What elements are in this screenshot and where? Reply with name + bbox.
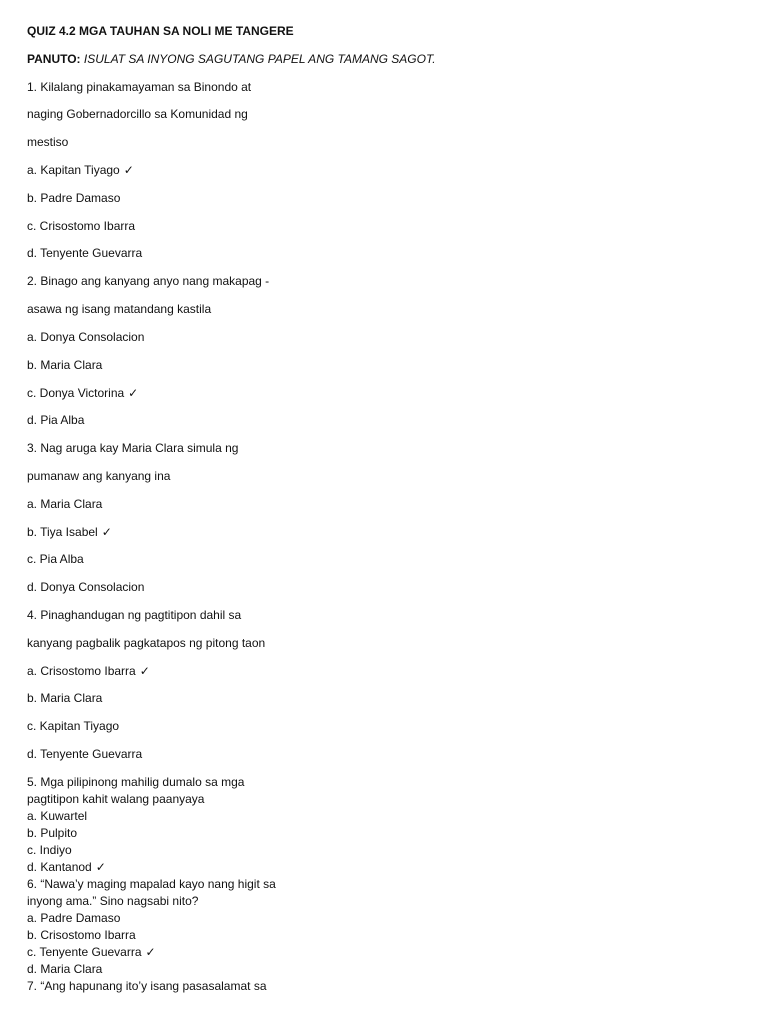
question-1-line-3: mestiso (27, 135, 69, 149)
checkmark-icon: ✓ (123, 163, 134, 177)
option-text: a. Kapitan Tiyago (27, 163, 120, 177)
question-3-option-a: a. Maria Clara (27, 497, 103, 511)
question-6-option-c (27, 945, 156, 959)
question-6-option-d: d. Maria Clara (27, 962, 103, 976)
question-5-option-d (27, 860, 106, 874)
question-2-line-1: 2. Binago ang kanyang anyo nang makapag - (27, 274, 270, 288)
option-text: c. Tenyente Guevarra (27, 945, 142, 959)
question-4-option-a (27, 664, 150, 678)
checkmark-icon: ✓ (101, 525, 112, 539)
question-4-line-2: kanyang pagbalik pagkatapos ng pitong taon (27, 636, 266, 650)
checkmark-icon: ✓ (145, 945, 156, 959)
question-2-option-b: b. Maria Clara (27, 358, 103, 372)
question-5-line-2: pagtitipon kahit walang paanyaya (27, 792, 205, 806)
question-6-option-b: b. Crisostomo Ibarra (27, 928, 136, 942)
question-4-option-b: b. Maria Clara (27, 691, 103, 705)
question-6-line-1: 6. “Nawa’y maging mapalad kayo nang higit sa (27, 877, 276, 891)
checkmark-icon: ✓ (95, 860, 106, 874)
question-3-option-d: d. Donya Consolacion (27, 580, 145, 594)
question-2-option-d: d. Pia Alba (27, 413, 85, 427)
question-2-option-c (27, 386, 138, 400)
question-3-line-2: pumanaw ang kanyang ina (27, 469, 171, 483)
instruction-label: PANUTO: (27, 52, 81, 66)
option-text: d. Kantanod (27, 860, 92, 874)
question-3-option-b (27, 525, 112, 539)
question-1-option-c: c. Crisostomo Ibarra (27, 219, 136, 233)
question-3-line-1: 3. Nag aruga kay Maria Clara simula ng (27, 441, 239, 455)
question-5-option-a: a. Kuwartel (27, 809, 88, 823)
question-7-line-1: 7. “Ang hapunang ito’y isang pasasalamat sa (27, 979, 267, 993)
question-5-option-c: c. Indiyo (27, 843, 72, 857)
question-5-option-b: b. Pulpito (27, 826, 78, 840)
question-6-line-2: inyong ama.” Sino nagsabi nito? (27, 894, 199, 908)
checkmark-icon: ✓ (128, 386, 139, 400)
question-1-option-b: b. Padre Damaso (27, 191, 121, 205)
question-5-line-1: 5. Mga pilipinong mahilig dumalo sa mga (27, 775, 245, 789)
question-6-option-a: a. Padre Damaso (27, 911, 121, 925)
quiz-title: QUIZ 4.2 MGA TAUHAN SA NOLI ME TANGERE (27, 24, 294, 38)
option-text: b. Tiya Isabel (27, 525, 98, 539)
question-4-option-d: d. Tenyente Guevarra (27, 747, 143, 761)
question-2-option-a: a. Donya Consolacion (27, 330, 145, 344)
option-text: a. Crisostomo Ibarra (27, 664, 136, 678)
option-text: c. Donya Victorina (27, 386, 125, 400)
question-4-option-c: c. Kapitan Tiyago (27, 719, 120, 733)
question-1-option-d: d. Tenyente Guevarra (27, 246, 143, 260)
instruction-text: ISULAT SA INYONG SAGUTANG PAPEL ANG TAMANG SAGOT. (83, 52, 436, 66)
question-1-line-1: 1. Kilalang pinakamayaman sa Binondo at (27, 80, 252, 94)
instruction (27, 52, 436, 66)
question-4-line-1: 4. Pinaghandugan ng pagtitipon dahil sa (27, 608, 242, 622)
question-2-line-2: asawa ng isang matandang kastila (27, 302, 212, 316)
question-1-line-2: naging Gobernadorcillo sa Komunidad ng (27, 107, 248, 121)
checkmark-icon: ✓ (139, 664, 150, 678)
question-1-option-a (27, 163, 134, 177)
quiz-document (27, 0, 747, 1024)
question-3-option-c: c. Pia Alba (27, 552, 84, 566)
